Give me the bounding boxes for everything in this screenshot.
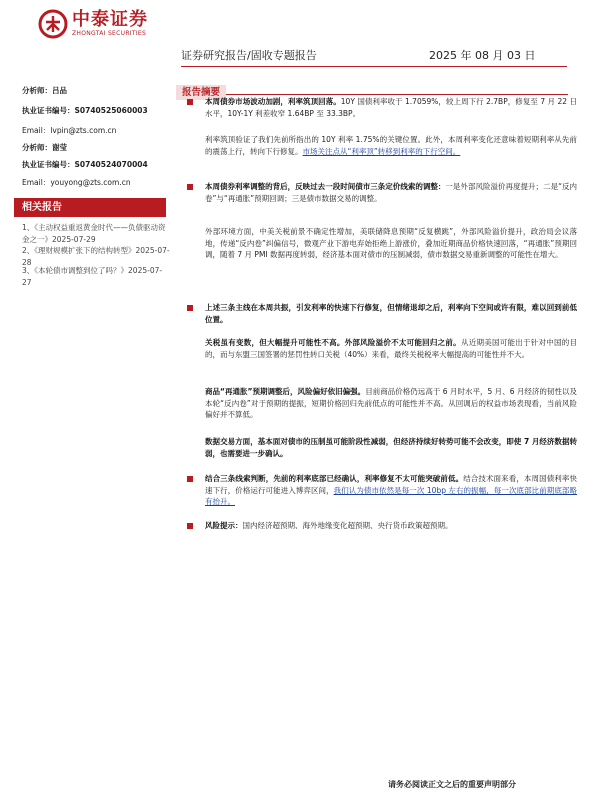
summary-paragraph-1: 本周债券市场波动加剧，利率筑顶回落。10Y 国债利率收于 1.7059%，较上周下行 2.7BP，修复至 7 月 22 日水平，10Y-1Y 利差收窄 1.64BP 至 33.3BP。 [205, 97, 577, 118]
analyst-2-email[interactable]: Email：youyong@zts.com.cn [22, 178, 131, 187]
header-divider [181, 66, 567, 67]
summary-paragraph-7: 商品“再通胀”预期调整后，风险偏好依旧偏强。目前商品价格仍远高于 6 月时水平，5 月、6 月经济的韧性以及本轮“反内卷”对于预期的提振，短期价格回归先前低点的可能性并不高。从回调后的权益市场表现看，当前风险偏好并不算低。 [205, 387, 577, 420]
analyst-2-name: 分析师：谢莹 [22, 143, 67, 152]
analyst-2-cert: 执业证书编号：S0740524070004 [22, 160, 148, 169]
analyst-1-name: 分析师：吕品 [22, 86, 67, 95]
company-logo [38, 4, 168, 44]
footer-disclaimer: 请务必阅读正文之后的重要声明部分 [388, 780, 516, 789]
document-date: 2025 年 08 月 03 日 [429, 49, 536, 62]
summary-paragraph-9: 结合三条线索判断，先前的利率底部已经确认，利率修复不太可能突破前低。结合技术面来看，本周国债利率快速下行，价格运行可能进入博弈区间，我们认为债市依然是每一次 10bp 左右的振幅，每一次底部比前期底部略有抬升。 [205, 474, 577, 507]
bullet-icon [187, 184, 193, 190]
related-reports-header: 相关报告 [14, 198, 166, 217]
bullet-icon [187, 476, 193, 482]
summary-paragraph-3: 本周债券利率调整的背后，反映过去一段时间债市三条定价线索的调整：一是外部风险溢价再度提升；二是“反内卷”与“再通胀”预期回调；三是债市数据交易的调整。 [205, 182, 578, 203]
bullet-icon [187, 523, 193, 529]
bullet-icon [187, 305, 193, 311]
company-name-en: ZHONGTAI SECURITIES [72, 30, 147, 37]
company-logo-icon [38, 9, 68, 39]
related-report-3[interactable]: 3、《本轮债市调整到位了吗？》2025-07-27 [22, 266, 163, 287]
summary-title: 报告摘要 [176, 85, 226, 100]
summary-paragraph-6: 关税虽有变数，但大幅提升可能性不高。外部风险溢价不太可能回归之前。从近期美国可能出于针对中国的目的，而与东盟三国签署的惩罚性转口关税（40%）来看，最终关税税率大幅提高的可能性并不大。 [205, 338, 578, 359]
summary-paragraph-8: 数据交易方面，基本面对债市的压制虽可能阶段性减弱，但经济持续好转势可能不会改变，即使 7 月经济数据转弱，也需要进一步确认。 [205, 437, 577, 458]
summary-paragraph-4: 外部环境方面，中美关税前景不确定性增加，美联储降息预期“反复横跳”，外部风险溢价提升，政治局会议落地，传递“反内卷”纠偏信号，微观产业下游电弃始拒绝上游涨价，叠加近期商品价格快速回落，“再通胀”预期回调，随着 7 月 PMI 数据再度转弱，经济基本面对债市的压制减弱，债市数据交易重新调整的可能性在增大。 [205, 227, 577, 260]
related-report-1[interactable]: 1、《主动权益重返黄金时代——负债驱动资金之一》2025-07-29 [22, 223, 166, 244]
analyst-1-email[interactable]: Email：lvpin@zts.com.cn [22, 126, 117, 135]
related-report-2[interactable]: 2、《理财规模扩张下的结构转型》2025-07-28 [22, 246, 170, 267]
document-type: 证券研究报告/固收专题报告 [181, 49, 317, 62]
summary-paragraph-5: 上述三条主线在本周共振，引发利率的快速下行修复，但情绪退却之后，利率向下空间或许有限，难以回到前低位置。 [205, 303, 577, 324]
bullet-icon [187, 99, 193, 105]
analyst-1-cert: 执业证书编号：S0740525060003 [22, 106, 148, 115]
risk-warning: 风险提示：国内经济超预期、海外地缘变化超预期、央行货币政策超预期。 [205, 521, 453, 530]
summary-paragraph-2: 利率筑顶验证了我们先前所指出的 10Y 利率 1.75%的关键位置。此外，本周利率变化还意味着短期利率从先前的震荡上行，转向下行修复。市场关注点从“利率顶”转移到利率的下行空间。 [205, 135, 577, 156]
company-name-cn: 中泰证券 [72, 9, 148, 30]
summary-section-header [176, 80, 568, 98]
